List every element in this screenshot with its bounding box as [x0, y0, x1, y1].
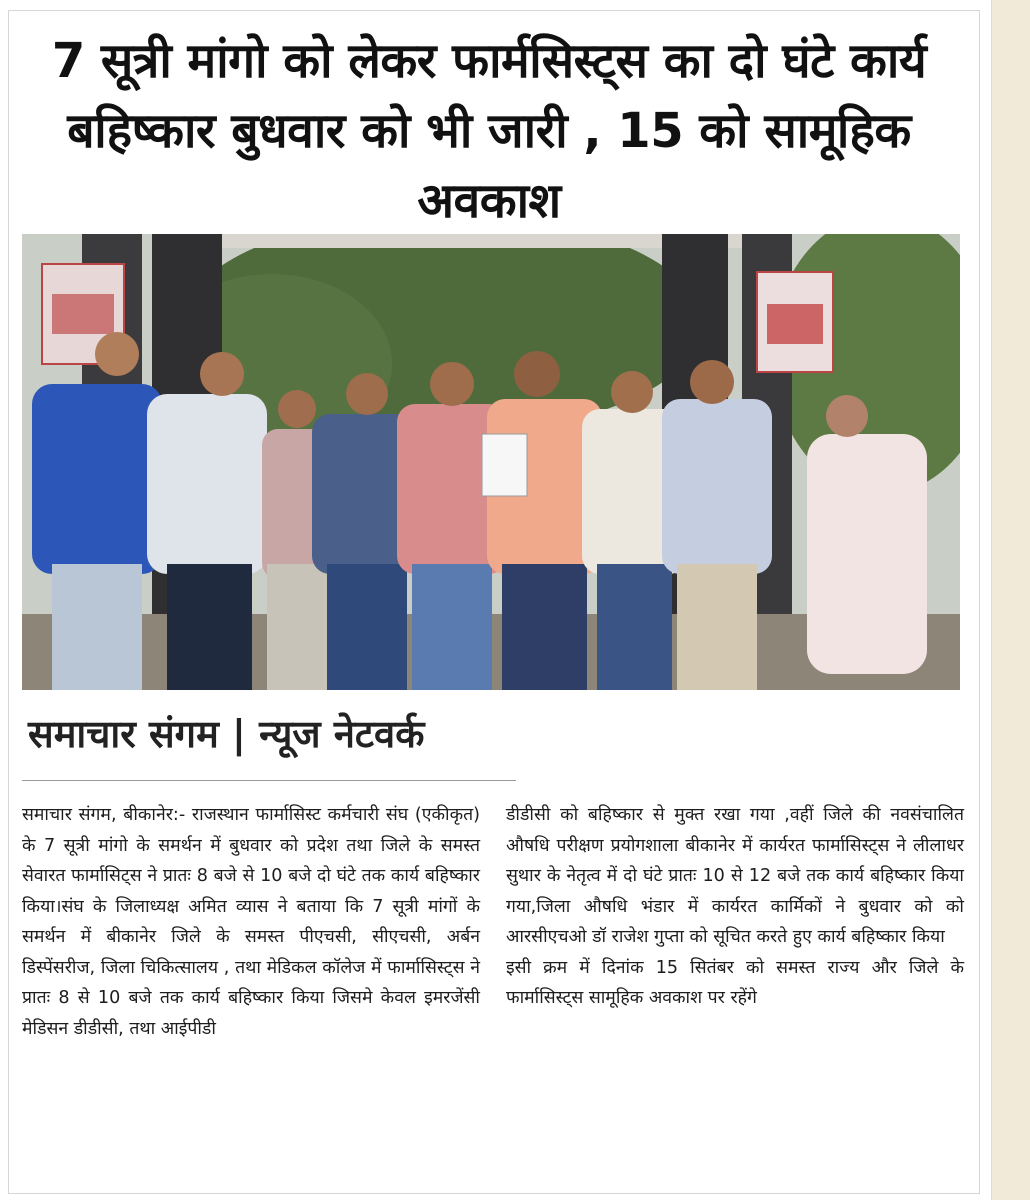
news-photo — [22, 234, 960, 690]
byline: समाचार संगम | न्यूज नेटवर्क — [28, 712, 425, 756]
paragraph: समाचार संगम, बीकानेर:- राजस्थान फार्मासिस्ट कर्मचारी संघ (एकीकृत) के 7 सूत्री मांगो के समर्थन में बुधवार को प्रदेश तथा जिले के समस्त सेवारत फार्मासिट्स ने प्रातः 8 बजे से 10 बजे दो घंटे तक कार्य बहिष्कार किया।संघ के जिलाध्यक्ष अमित व्यास ने बताया कि 7 सूत्री मांगों के समर्थन में बीकानेर जिले के समस्त पीएचसी, सीएचसी, अर्बन डिस्पेंसरीज, जिला चिकित्सालय , तथा मेडिकल कॉलेज में फार्मासिस्ट्स ने प्रातः 8 से 10 बजे तक कार्य बहिष्कार किया जिसमे केवल इमरजेंसी मेडिसन डीडीसी, तथा आईपीडी — [22, 805, 480, 1039]
divider — [22, 780, 516, 781]
article-column-left — [22, 800, 480, 1044]
paragraph: इसी क्रम में दिनांक 15 सितंबर को समस्त राज्य और जिले के फार्मासिस्ट्स सामूहिक अवकाश पर रहेंगे — [506, 957, 964, 1008]
headline: 7 सूत्री मांगो को लेकर फार्मसिस्ट्स का दो घंटे कार्य बहिष्कार बुधवार को भी जारी , 15 को सामूहिक अवकाश — [51, 33, 927, 229]
protest-group-illustration — [22, 234, 960, 690]
paragraph: डीडीसी को बहिष्कार से मुक्त रखा गया ,वहीं जिले की नवसंचालित औषधि परीक्षण प्रयोगशाला बीकानेर में कार्यरत फार्मासिस्ट्स ने लीलाधर सुथार के नेतृत्व में दो घंटे प्रातः 10 से 12 बजे तक कार्य बहिष्कार किया गया,जिला औषधि भंडार में कार्यरत कार्मिकों ने बुधवार को को आरसीएचओ डॉ राजेश गुप्ता को सूचित करते हुए कार्य बहिष्कार किया — [506, 805, 964, 947]
page-edge-strip — [991, 0, 1030, 1200]
article-column-right — [506, 800, 964, 1014]
